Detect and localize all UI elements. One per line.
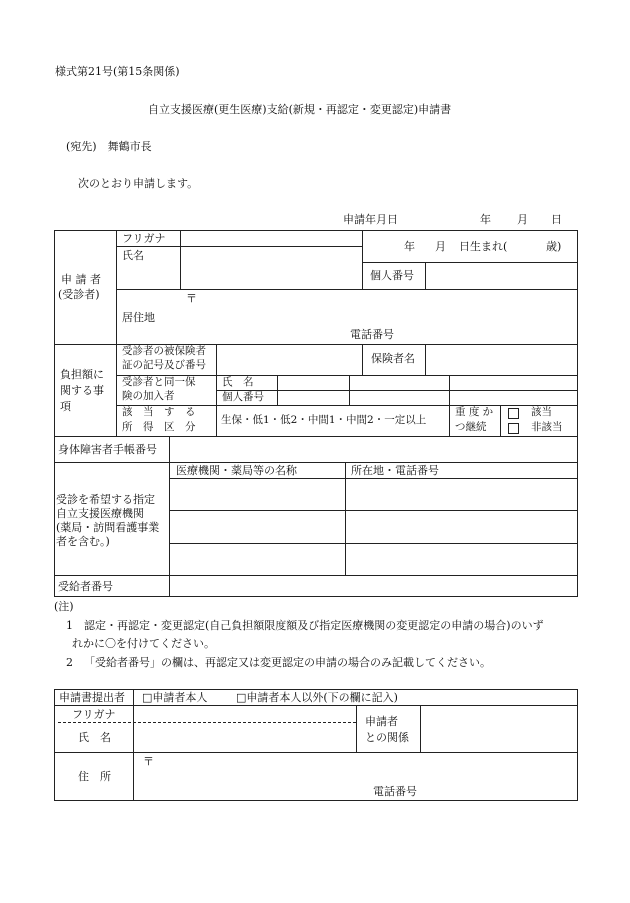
name-label: 氏名 — [122, 249, 144, 262]
designated-label-3: (薬局・訪問看護事業 — [56, 521, 160, 534]
note-2-number: 2 — [66, 656, 73, 669]
postal-mark: 〒 — [186, 292, 197, 305]
notes-heading: (注) — [54, 600, 74, 613]
submitter-self-option[interactable]: □申請者本人 — [142, 691, 208, 704]
income-label-1: 該 当 す る — [122, 406, 196, 418]
submitter-furigana-field[interactable] — [135, 707, 355, 721]
income-label-2: 所 得 区 分 — [122, 421, 196, 433]
furigana-label: フリガナ — [122, 232, 166, 245]
applicant-sublabel: (受診者) — [58, 288, 100, 301]
age-suffix: 歳) — [546, 240, 562, 253]
member-name-label: 氏 名 — [222, 376, 254, 388]
submitter-other-option[interactable]: □申請者本人以外(下の欄に記入) — [236, 691, 398, 704]
personal-number-label: 個人番号 — [370, 269, 414, 282]
recipient-number-label: 受給者番号 — [58, 580, 113, 593]
same-insurance-label-2: 険の加入者 — [122, 390, 175, 402]
severe-yes-checkbox[interactable] — [508, 408, 519, 419]
address-field[interactable] — [181, 292, 571, 322]
application-date-year: 年 — [480, 213, 491, 226]
note-2-text: 「受給者番号」の欄は、再認定又は変更認定の申請の場合のみ記載してください。 — [84, 656, 491, 669]
insured-label-2: 証の記号及び番号 — [122, 359, 206, 371]
address-label: 居住地 — [122, 311, 155, 324]
insured-number-field[interactable] — [217, 345, 361, 374]
burden-label-3: 項 — [60, 400, 71, 413]
insurer-name-label: 保険者名 — [371, 352, 415, 365]
income-options[interactable]: 生保・低1・低2・中間1・中間2・一定以上 — [221, 414, 427, 426]
severe-label-2: つ継続 — [455, 421, 487, 433]
disability-book-field[interactable] — [171, 438, 576, 461]
addressee: (宛先) 舞鶴市長 — [66, 140, 152, 153]
facility-name-header: 医療機関・薬局等の名称 — [176, 464, 297, 477]
insured-label-1: 受診者の被保険者 — [122, 345, 206, 357]
submitter-name-field[interactable] — [135, 724, 355, 751]
designated-label-1: 受診を希望する指定 — [56, 493, 155, 506]
submitter-name-label: 氏 名 — [78, 731, 111, 744]
note-1-number: 1 — [66, 619, 73, 632]
birth-month: 月 — [435, 240, 446, 253]
application-date-label: 申請年月日 — [343, 213, 398, 226]
furigana-field[interactable] — [181, 231, 362, 246]
burden-label-2: 関する事 — [60, 384, 104, 397]
note-1-line-1: 認定・再認定・変更認定(自己負担額限度額及び指定医療機関の変更認定の申請の場合)のいず — [84, 619, 544, 632]
severe-label-1: 重 度 か — [455, 406, 494, 418]
application-date-day: 日 — [551, 213, 562, 226]
intro-text: 次のとおり申請します。 — [78, 177, 199, 190]
disability-book-label: 身体障害者手帳番号 — [58, 443, 157, 456]
submitter-furigana-label: フリガナ — [72, 708, 116, 721]
form-number: 様式第21号(第15条関係) — [55, 65, 180, 78]
submitter-postal-mark: 〒 — [143, 755, 154, 768]
severe-no-label: 非該当 — [531, 421, 563, 433]
relation-field[interactable] — [422, 707, 576, 751]
birth-year: 年 — [404, 240, 415, 253]
member-number-label: 個人番号 — [222, 391, 264, 403]
designated-label-2: 自立支援医療機関 — [56, 507, 144, 520]
relation-label-2: との関係 — [365, 731, 409, 744]
personal-number-field[interactable] — [427, 264, 576, 287]
relation-label-1: 申請者 — [365, 715, 398, 728]
submitter-label: 申請書提出者 — [59, 691, 125, 704]
phone-label: 電話番号 — [350, 328, 394, 341]
recipient-number-field[interactable] — [171, 577, 576, 596]
facility-address-header: 所在地・電話番号 — [351, 464, 439, 477]
form-title: 自立支援医療(更生医療)支給(新規・再認定・変更認定)申請書 — [148, 103, 452, 116]
submitter-address-field[interactable] — [135, 766, 575, 780]
note-1-line-2: れかに〇を付けてください。 — [72, 637, 215, 650]
submitter-address-label: 住 所 — [78, 770, 111, 783]
applicant-label: 申 請 者 — [61, 273, 101, 286]
same-insurance-label-1: 受診者と同一保 — [122, 376, 196, 388]
application-date-month: 月 — [517, 213, 528, 226]
birth-day-suffix: 日生まれ( — [459, 240, 508, 253]
insurer-name-field[interactable] — [426, 345, 576, 374]
severe-yes-label: 該当 — [531, 406, 552, 418]
burden-label-1: 負担額に — [60, 368, 104, 381]
designated-label-4: 者を含む。) — [56, 535, 110, 548]
name-field[interactable] — [181, 248, 362, 288]
submitter-phone-label: 電話番号 — [373, 785, 417, 798]
severe-no-checkbox[interactable] — [508, 423, 519, 434]
